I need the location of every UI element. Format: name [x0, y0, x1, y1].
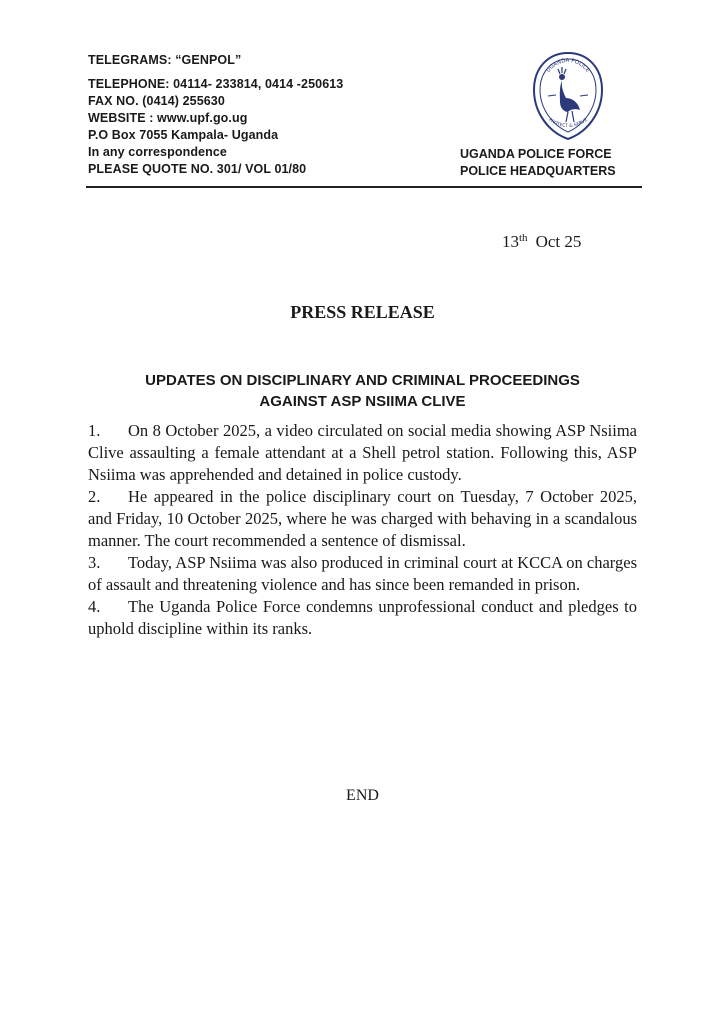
paragraph-text: On 8 October 2025, a video circulated on social media showing ASP Nsiima Clive assaulting a female attendant at a Shell petrol station. Following this, ASP Nsiima was apprehended and detained in police custody. — [88, 421, 637, 484]
paragraph — [88, 486, 637, 552]
organisation-unit: POLICE HEADQUARTERS — [460, 164, 616, 178]
paragraph-text: He appeared in the police disciplinary court on Tuesday, 7 October 2025, and Friday, 10 October 2025, where he was charged with behaving in a scandalous manner. The court recommended a sentence of dismissal. — [88, 487, 637, 550]
organisation-block — [460, 146, 616, 180]
police-crest-icon — [530, 50, 606, 142]
paragraph — [88, 596, 637, 640]
document-title: PRESS RELEASE — [290, 302, 435, 322]
paragraph-text: Today, ASP Nsiima was also produced in criminal court at KCCA on charges of assault and threatening violence and has since been remanded in prison. — [88, 553, 637, 594]
subtitle-line-2: AGAINST ASP NSIIMA CLIVE — [259, 393, 466, 410]
correspondence-line: In any correspondence — [88, 145, 227, 159]
paragraph-number: 2. — [88, 487, 101, 506]
header-divider — [86, 186, 642, 188]
website-line: WEBSITE : www.upf.go.ug — [88, 111, 248, 125]
quote-line: PLEASE QUOTE NO. 301/ VOL 01/80 — [88, 162, 307, 176]
fax-line: FAX NO. (0414) 255630 — [88, 94, 225, 108]
organisation-name: UGANDA POLICE FORCE — [460, 147, 612, 161]
subtitle-line-1: UPDATES ON DISCIPLINARY AND CRIMINAL PROCEEDINGS — [145, 372, 580, 389]
paragraph — [88, 552, 637, 596]
press-release-body — [88, 420, 637, 640]
crest-bottom-text: PROTECT & SERVE — [547, 117, 589, 130]
crest-top-text: UGANDA POLICE — [545, 57, 591, 74]
telegrams-line: TELEGRAMS: “GENPOL” — [88, 53, 242, 67]
paragraph-number: 3. — [88, 553, 101, 572]
document-date — [502, 232, 581, 252]
date-day: 13 — [502, 232, 519, 251]
date-suffix: th — [519, 232, 528, 244]
paragraph-text: The Uganda Police Force condemns unprofessional conduct and pledges to uphold discipline within its ranks. — [88, 597, 637, 638]
po-box-line: P.O Box 7055 Kampala- Uganda — [88, 128, 279, 142]
paragraph — [88, 420, 637, 486]
document-subtitle — [80, 370, 645, 412]
paragraph-number: 4. — [88, 597, 101, 616]
paragraph-number: 1. — [88, 421, 101, 440]
end-marker: END — [346, 787, 379, 804]
date-month-year: Oct 25 — [535, 232, 582, 251]
telephone-line: TELEPHONE: 04114- 233814, 0414 -250613 — [88, 77, 344, 91]
letterhead-contact-block — [88, 52, 343, 178]
